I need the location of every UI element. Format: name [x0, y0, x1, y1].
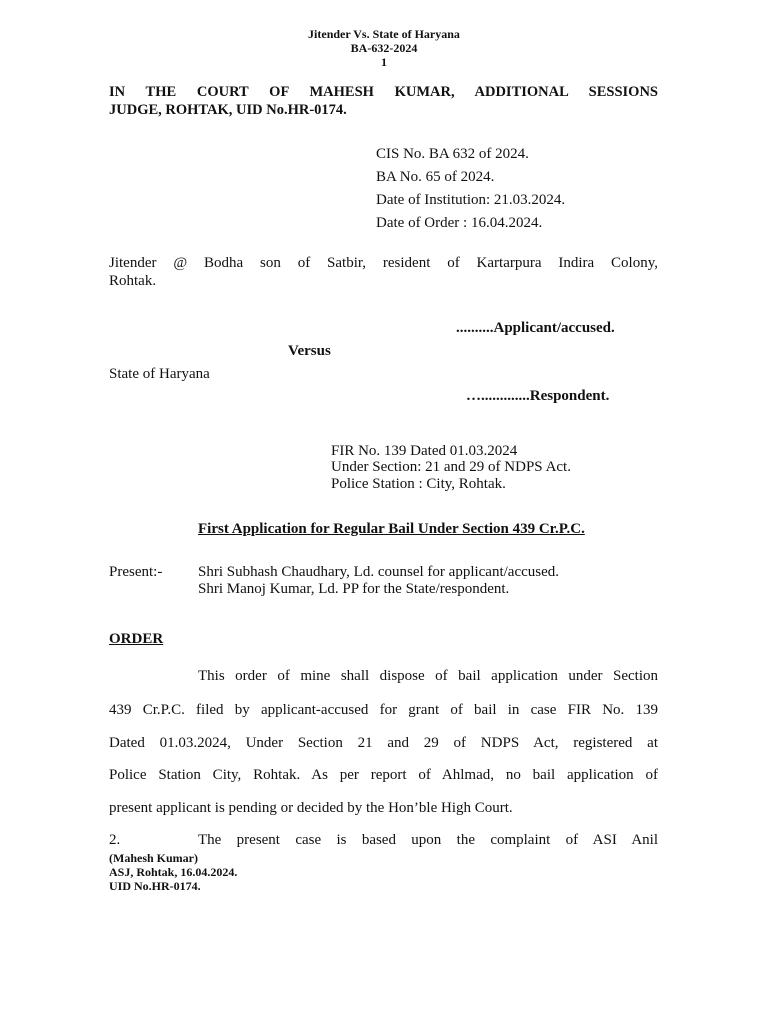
- counsel-applicant: Shri Subhash Chaudhary, Ld. counsel for applicant/accused.: [198, 564, 560, 580]
- fir-line1: FIR No. 139 Dated 01.03.2024: [331, 443, 518, 459]
- signature-name: (Mahesh Kumar): [109, 851, 198, 865]
- signature-uid: UID No.HR-0174.: [109, 879, 201, 893]
- institution-date: Date of Institution: 21.03.2024.: [376, 192, 566, 208]
- applicant-role: ..........Applicant/accused.: [456, 320, 615, 336]
- order-date: Date of Order : 16.04.2024.: [376, 215, 543, 231]
- order-para1-line5: present applicant is pending or decided by the Hon’ble High Court.: [109, 800, 513, 816]
- header-parties: Jitender Vs. State of Haryana: [308, 27, 460, 41]
- fir-line3: Police Station : City, Rohtak.: [331, 476, 506, 492]
- applicant-line1: Jitender @ Bodha son of Satbir, resident of Kartarpura Indira Colony,: [109, 255, 658, 271]
- order-para1-line1: This order of mine shall dispose of bail application under Section: [198, 668, 658, 684]
- court-title-line1: IN THE COURT OF MAHESH KUMAR, ADDITIONAL SESSIONS: [109, 84, 658, 100]
- application-title: First Application for Regular Bail Under Section 439 Cr.P.C.: [198, 521, 585, 537]
- order-para1-line3: Dated 01.03.2024, Under Section 21 and 29 of NDPS Act, registered at: [109, 735, 658, 751]
- present-label: Present:-: [109, 564, 163, 580]
- ba-number: BA No. 65 of 2024.: [376, 169, 495, 185]
- respondent-name: State of Haryana: [109, 366, 210, 382]
- order-para1-line4: Police Station City, Rohtak. As per report of Ahlmad, no bail application of: [109, 767, 658, 783]
- counsel-state: Shri Manoj Kumar, Ld. PP for the State/respondent.: [198, 581, 510, 597]
- fir-line2: Under Section: 21 and 29 of NDPS Act.: [331, 459, 571, 475]
- order-para1-line2: 439 Cr.P.C. filed by applicant-accused for grant of bail in case FIR No. 139: [109, 702, 658, 718]
- order-para2-text: The present case is based upon the complaint of ASI Anil: [198, 832, 658, 848]
- cis-number: CIS No. BA 632 of 2024.: [376, 146, 529, 162]
- order-para2-number: 2.: [109, 832, 121, 848]
- order-heading: ORDER: [109, 631, 164, 647]
- signature-designation: ASJ, Rohtak, 16.04.2024.: [109, 865, 238, 879]
- versus-label: Versus: [288, 343, 331, 359]
- page-number: 1: [381, 55, 387, 69]
- respondent-role: ….............Respondent.: [466, 388, 610, 404]
- court-title-line2: JUDGE, ROHTAK, UID No.HR-0174.: [109, 102, 347, 118]
- applicant-line2: Rohtak.: [109, 273, 157, 289]
- header-case-ref: BA-632-2024: [350, 41, 418, 55]
